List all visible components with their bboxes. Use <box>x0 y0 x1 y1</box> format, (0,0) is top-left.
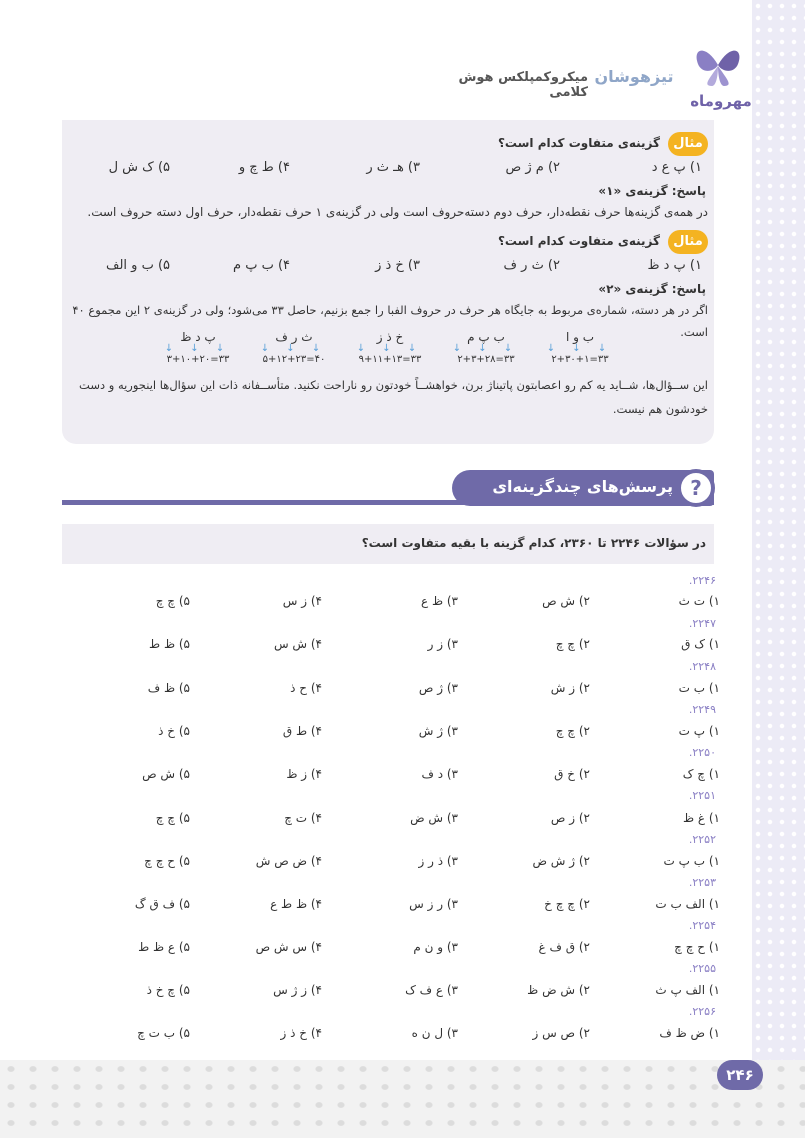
footer-doodle-pattern <box>0 1060 805 1138</box>
option: ۲) ز ش <box>550 681 590 695</box>
question-options <box>90 854 720 872</box>
example-option: ۵) ک ش ل <box>108 160 170 175</box>
formula-letters: ث ر ف <box>275 330 313 344</box>
option: ۲) چ چ خ <box>544 897 590 911</box>
example-options <box>90 160 710 180</box>
question-number: .۲۲۵۴ <box>688 919 716 932</box>
option: ۱) ب ت <box>678 681 720 695</box>
option: ۱) ب پ ت <box>663 854 720 868</box>
option: ۲) ق ف غ <box>538 940 590 954</box>
answer-label: پاسخ: گزینه‌ی «۱» <box>598 184 706 198</box>
option: ۵) چ خ ذ <box>146 983 190 997</box>
down-arrow-icon: ↓ ↓ ↓ <box>164 343 232 354</box>
option: ۳) ژ ش <box>418 724 458 738</box>
option: ۳) ل ن ه <box>411 1026 458 1040</box>
option: ۴) ض ص ش <box>255 854 322 868</box>
option: ۳) ظ ع <box>420 594 458 608</box>
sum-formula <box>530 330 630 365</box>
option: ۲) خ ق <box>554 767 590 781</box>
question-options <box>90 767 720 785</box>
example-option: ۱) پ د ظ <box>647 258 702 273</box>
question-options <box>90 637 720 655</box>
question-number: .۲۲۵۲ <box>688 833 716 846</box>
note-text: این ســؤال‌ها، شــاید یه کم رو اعصابتون پاتیناژ برن، خواهشــاً خودتون رو ناراحت نکنید. متأســفانه ذات این سؤال‌ها اینجوریه و دست <box>79 378 708 392</box>
series-logo: تیزهوشان <box>594 67 674 86</box>
option: ۵) چ چ <box>155 811 190 825</box>
option: ۲) چ چ <box>555 724 590 738</box>
down-arrow-icon: ↓ ↓ ↓ <box>452 343 520 354</box>
example-option: ۴) ب پ م <box>233 258 290 273</box>
option: ۳) ر ز س <box>409 897 458 911</box>
option: ۵) ظ ف <box>147 681 190 695</box>
example-option: ۱) پ ع د <box>651 160 702 175</box>
option: ۵) ش ص <box>142 767 190 781</box>
option: ۵) خ ذ <box>158 724 190 738</box>
option: ۲) ز ص <box>550 811 590 825</box>
formula-expression: ۲+۳۰+۱=۳۳ <box>551 354 609 365</box>
option: ۱) الف پ ث <box>655 983 720 997</box>
option: ۴) ش س <box>273 637 322 651</box>
example-option: ۴) ط چ و <box>238 160 290 175</box>
option: ۴) ز ظ <box>286 767 322 781</box>
question-number: .۲۲۴۷ <box>688 617 716 630</box>
question-number: .۲۲۵۵ <box>688 962 716 975</box>
question-options <box>90 681 720 699</box>
option: ۴) ز س <box>282 594 322 608</box>
question-number: .۲۲۵۰ <box>688 746 716 759</box>
example-question: گزینه‌ی متفاوت کدام است؟ <box>497 136 660 150</box>
section-title: پرسش‌های چندگزینه‌ای <box>492 477 673 496</box>
question-options <box>90 940 720 958</box>
example-option: ۵) ب و الف <box>106 258 170 273</box>
book-title: میکروکمپلکس هوش کلامی <box>458 70 588 100</box>
formula-expression: ۳+۱۰+۲۰=۳۳ <box>166 354 230 365</box>
option: ۳) ژ ص <box>418 681 458 695</box>
example-option: ۳) خ ذ ز <box>375 258 420 273</box>
sum-formula <box>436 330 536 365</box>
question-options <box>90 1026 720 1044</box>
butterfly-logo-icon <box>692 42 744 88</box>
option: ۱) چ ک <box>682 767 720 781</box>
option: ۴) ط ق <box>282 724 322 738</box>
option: ۱) غ ظ <box>682 811 720 825</box>
option: ۲) ش ض ظ <box>527 983 590 997</box>
explanation-text: در همه‌ی گزینه‌ها حرف نقطه‌دار، حرف دوم دسته‌حروف است ولی در گزینه‌ی ۱ حرف نقطه‌دار، حرف اول دسته حروف است. <box>87 205 708 219</box>
option: ۱) ض ظ ف <box>659 1026 720 1040</box>
question-number: .۲۲۵۶ <box>688 1005 716 1018</box>
formula-letters: ب و ا <box>565 330 595 344</box>
option: ۱) ت ث <box>678 594 720 608</box>
option: ۴) خ ذ ز <box>280 1026 322 1040</box>
example-option: ۲) ث ر ف <box>503 258 560 273</box>
note-text: خودشون هم نیست. <box>612 402 708 416</box>
option: ۲) ص س ز <box>532 1026 590 1040</box>
example-badge: مثال <box>668 230 708 254</box>
option: ۱) الف ب ت <box>655 897 720 911</box>
option: ۱) پ ت <box>678 724 720 738</box>
brand-name: مهروماه <box>690 92 752 110</box>
question-number: .۲۲۴۸ <box>688 660 716 673</box>
option: ۵) ظ ط <box>149 637 190 651</box>
formula-expression: ۲+۳+۲۸=۳۳ <box>457 354 515 365</box>
question-number: .۲۲۴۹ <box>688 703 716 716</box>
formula-letters: پ د ظ <box>180 330 216 344</box>
option: ۲) ش ص <box>542 594 590 608</box>
side-dot-pattern <box>752 0 805 1138</box>
option: ۱) ح چ چ <box>674 940 720 954</box>
option: ۳) ش ض <box>410 811 458 825</box>
option: ۵) ف ق گ <box>134 897 190 911</box>
option: ۴) س ش ص <box>255 940 322 954</box>
sum-formula <box>244 330 344 365</box>
option: ۳) د ف <box>421 767 458 781</box>
sum-formula <box>340 330 440 365</box>
option: ۴) ت چ <box>284 811 322 825</box>
example-option: ۲) م ژ ص <box>505 160 560 175</box>
option: ۱) ک ق <box>681 637 720 651</box>
formula-letters: خ ذ ز <box>376 330 404 344</box>
formula-expression: ۹+۱۱+۱۳=۳۳ <box>358 354 422 365</box>
page-number: ۲۴۶ <box>717 1060 763 1090</box>
formula-expression: ۵+۱۲+۲۳=۴۰ <box>262 354 326 365</box>
option: ۲) چ چ <box>555 637 590 651</box>
option: ۵) ح چ چ <box>144 854 190 868</box>
option: ۳) و ن م <box>413 940 458 954</box>
question-mark-icon: ? <box>677 469 715 507</box>
answer-label: پاسخ: گزینه‌ی «۲» <box>598 282 706 296</box>
question-number: .۲۲۵۳ <box>688 876 716 889</box>
down-arrow-icon: ↓ ↓ ↓ <box>260 343 328 354</box>
question-options <box>90 594 720 612</box>
instruction-text: در سؤالات ۲۲۴۶ تا ۲۳۶۰، کدام گزینه با بقیه متفاوت است؟ <box>361 536 706 550</box>
question-options <box>90 897 720 915</box>
example-options <box>90 258 710 278</box>
down-arrow-icon: ↓ ↓ ↓ <box>356 343 424 354</box>
option: ۵) چ چ <box>155 594 190 608</box>
question-number: .۲۲۴۶ <box>688 574 716 587</box>
down-arrow-icon: ↓ ↓ ↓ <box>546 343 614 354</box>
option: ۴) ظ ط ع <box>270 897 322 911</box>
option: ۳) ز ر <box>427 637 458 651</box>
question-options <box>90 983 720 1001</box>
example-option: ۳) هـ ث ر <box>366 160 420 175</box>
sum-formula <box>148 330 248 365</box>
option: ۲) ژ ش ض <box>532 854 590 868</box>
example-badge: مثال <box>668 132 708 156</box>
option: ۵) ع ظ ط <box>138 940 190 954</box>
formula-letters: ب پ م <box>467 330 505 344</box>
question-options <box>90 724 720 742</box>
explanation-text: اگر در هر دسته، شماره‌ی مربوط به جایگاه هر حرف در حروف الفبا را جمع بزنیم، حاصل ۳۳ می‌شود؛ ولی در گزینه‌ی ۲ این مجموع ۴۰ است. <box>72 303 708 339</box>
option: ۴) ح ذ <box>290 681 322 695</box>
option: ۴) ز ژ س <box>273 983 322 997</box>
option: ۳) ع ف ک <box>405 983 458 997</box>
example-question: گزینه‌ی متفاوت کدام است؟ <box>497 234 660 248</box>
question-options <box>90 811 720 829</box>
question-number: .۲۲۵۱ <box>688 789 716 802</box>
option: ۵) ب ت چ <box>137 1026 190 1040</box>
option: ۳) ذ ر ز <box>418 854 458 868</box>
